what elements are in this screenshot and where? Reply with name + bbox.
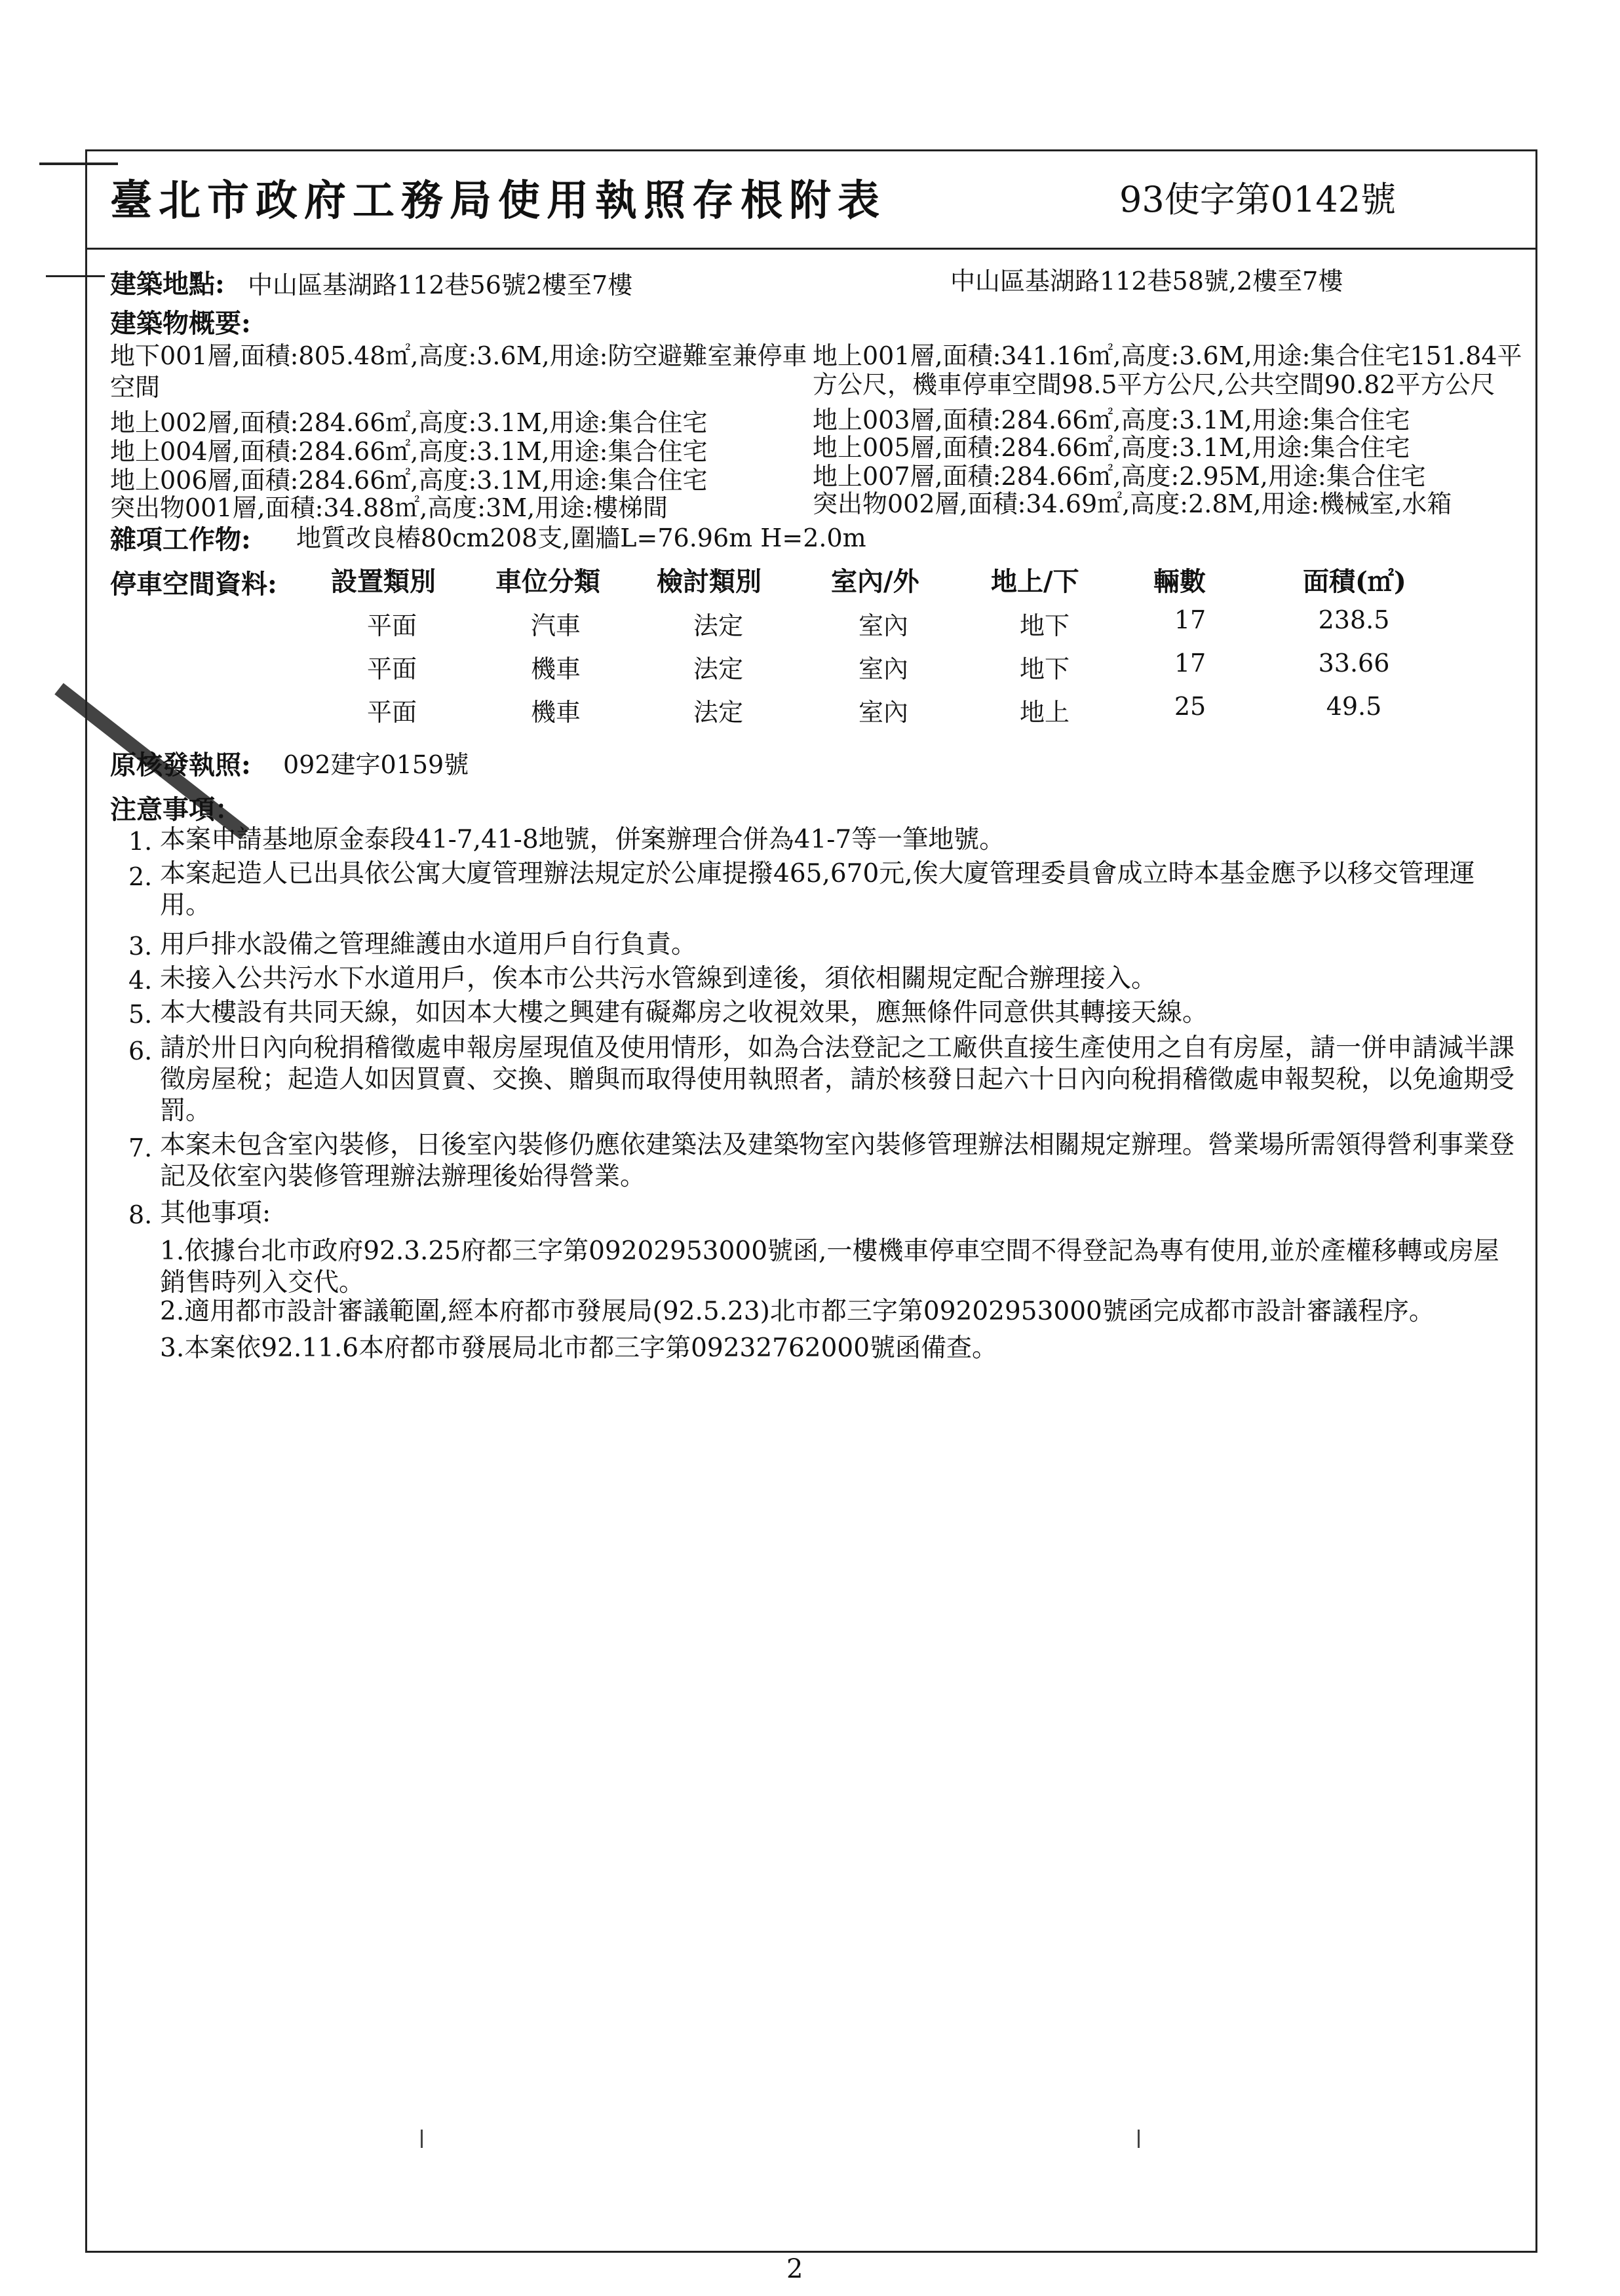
building-right-line: 地上007層,面積:284.66㎡,高度:2.95M,用途:集合住宅 [813, 462, 1426, 491]
building-left-line: 地上004層,面積:284.66㎡,高度:3.1M,用途:集合住宅 [110, 437, 708, 466]
parking-cell: 機車 [530, 698, 581, 727]
building-left-line: 空間 [110, 373, 161, 402]
building-right-line: 地上001層,面積:341.16㎡,高度:3.6M,用途:集合住宅151.84平 [813, 341, 1522, 370]
note-sub-item: 1.依據台北市政府92.3.25府都三字第09202953000號函,一樓機車停車空間不得登記為專有使用,並於產權移轉或房屋銷售時列入交代。 [160, 1236, 1499, 1297]
parking-cell: 平面 [366, 698, 417, 727]
page-number: 2 [786, 2254, 803, 2284]
parking-label: 停車空間資料: [110, 569, 277, 600]
note-text: 本案起造人已出具依公寓大廈管理辦法規定於公庫提撥465,670元,俟大廈管理委員會成立時本基金應予以移交管理運用。 [160, 859, 1475, 920]
note-text: 本大樓設有共同天線，如因本大樓之興建有礙鄰房之收視效果，應無條件同意供其轉接天線。 [160, 998, 1208, 1027]
parking-cell: 法定 [693, 698, 743, 727]
header-divider [85, 248, 1537, 250]
parking-cell: 法定 [693, 655, 743, 683]
note-number: 7. [128, 1134, 153, 1162]
building-right-line: 地上003層,面積:284.66㎡,高度:3.1M,用途:集合住宅 [813, 406, 1410, 434]
note-sub-item: 3.本案依92.11.6本府都市發展局北市都三字第09232762000號函備查。 [160, 1333, 998, 1363]
parking-cell: 室內 [858, 611, 908, 640]
parking-cell: 17 [1174, 605, 1206, 634]
parking-cell: 25 [1174, 692, 1206, 721]
site-address-left: 中山區基湖路112巷56號2樓至7樓 [248, 271, 633, 299]
note-text: 其他事項: [160, 1198, 271, 1228]
parking-header-review: 檢討類別 [657, 566, 762, 597]
parking-cell: 機車 [530, 655, 581, 683]
page-title: 臺北市政府工務局使用執照存根附表 [110, 176, 886, 225]
scan-tick-right [1138, 2130, 1140, 2148]
note-number: 8. [128, 1200, 153, 1229]
original-permit-value: 092建字0159號 [283, 750, 469, 779]
parking-cell: 平面 [366, 611, 417, 640]
note-text: 本案申請基地原金泰段41-7,41-8地號，併案辦理合併為41-7等一筆地號。 [160, 825, 1005, 854]
building-left-line: 地上002層,面積:284.66㎡,高度:3.1M,用途:集合住宅 [110, 408, 708, 437]
building-right-line: 地上005層,面積:284.66㎡,高度:3.1M,用途:集合住宅 [813, 433, 1410, 462]
site-label: 建築地點: [110, 269, 225, 299]
parking-header-count: 輛數 [1153, 566, 1206, 597]
parking-header-area: 面積(㎡) [1303, 566, 1406, 597]
parking-header-level: 地上/下 [991, 566, 1079, 597]
parking-cell: 室內 [858, 655, 908, 683]
note-text: 用戶排水設備之管理維護由水道用戶自行負責。 [160, 930, 697, 959]
parking-cell: 地下 [1019, 611, 1070, 640]
parking-cell: 汽車 [530, 611, 581, 640]
parking-header-indoor: 室內/外 [831, 566, 919, 597]
parking-cell: 室內 [858, 698, 908, 727]
note-number: 4. [128, 966, 153, 995]
note-text: 請於卅日內向稅捐稽徵處申報房屋現值及使用情形，如為合法登記之工廠供直接生產使用之自有房屋，請一併申請減半課徵房屋稅；起造人如因買賣、交換、贈與而取得使用執照者，請於核發日起六十日內向稅捐稽徵處申報契稅，以免逾期受罰。 [160, 1033, 1515, 1126]
scan-smudge-left [46, 275, 105, 277]
scan-smudge-top-left [39, 163, 118, 165]
note-number: 1. [128, 827, 153, 856]
misc-value: 地質改良樁80cm208支,圍牆L=76.96m H=2.0m [296, 524, 866, 552]
note-number: 5. [128, 1000, 153, 1029]
building-label: 建築物概要: [110, 308, 251, 339]
building-right-line: 突出物002層,面積:34.69㎡,高度:2.8M,用途:機械室,水箱 [813, 489, 1452, 518]
building-left-line: 突出物001層,面積:34.88㎡,高度:3M,用途:樓梯間 [110, 493, 668, 522]
note-sub-item: 2.適用都市設計審議範圍,經本府都市發展局(92.5.23)北市都三字第09202953000號函完成都市設計審議程序。 [160, 1297, 1435, 1326]
building-right-line: 方公尺，機車停車空間98.5平方公尺,公共空間90.82平方公尺 [813, 370, 1495, 399]
parking-header-vehicle: 車位分類 [495, 566, 600, 597]
note-text: 本案未包含室內裝修，日後室內裝修仍應依建築法及建築物室內裝修管理辦法相關規定辦理。營業場所需領得營利事業登記及依室內裝修管理辦法辦理後始得營業。 [160, 1130, 1515, 1191]
building-left-line: 地上006層,面積:284.66㎡,高度:3.1M,用途:集合住宅 [110, 466, 708, 495]
parking-header-type: 設置類別 [331, 566, 436, 597]
parking-cell: 地下 [1019, 655, 1070, 683]
site-address-right: 中山區基湖路112巷58號,2樓至7樓 [950, 267, 1343, 296]
scan-tick-left [421, 2130, 423, 2148]
parking-cell: 33.66 [1318, 649, 1390, 678]
parking-cell: 地上 [1019, 698, 1070, 727]
parking-cell: 238.5 [1318, 605, 1390, 634]
building-left-line: 地下001層,面積:805.48㎡,高度:3.6M,用途:防空避難室兼停車 [110, 341, 807, 370]
original-permit-label: 原核發執照: [110, 750, 251, 780]
parking-cell: 平面 [366, 655, 417, 683]
notes-label: 注意事項： [110, 794, 241, 825]
permit-number: 93使字第0142號 [1119, 179, 1397, 220]
note-text: 未接入公共污水下水道用戶，俟本市公共污水管線到達後，須依相關規定配合辦理接入。 [160, 964, 1157, 993]
note-number: 3. [128, 932, 153, 961]
note-number: 6. [128, 1037, 153, 1065]
parking-cell: 法定 [693, 611, 743, 640]
note-number: 2. [128, 862, 153, 891]
parking-cell: 17 [1174, 649, 1206, 678]
parking-cell: 49.5 [1326, 692, 1382, 721]
misc-label: 雜項工作物: [110, 524, 251, 555]
